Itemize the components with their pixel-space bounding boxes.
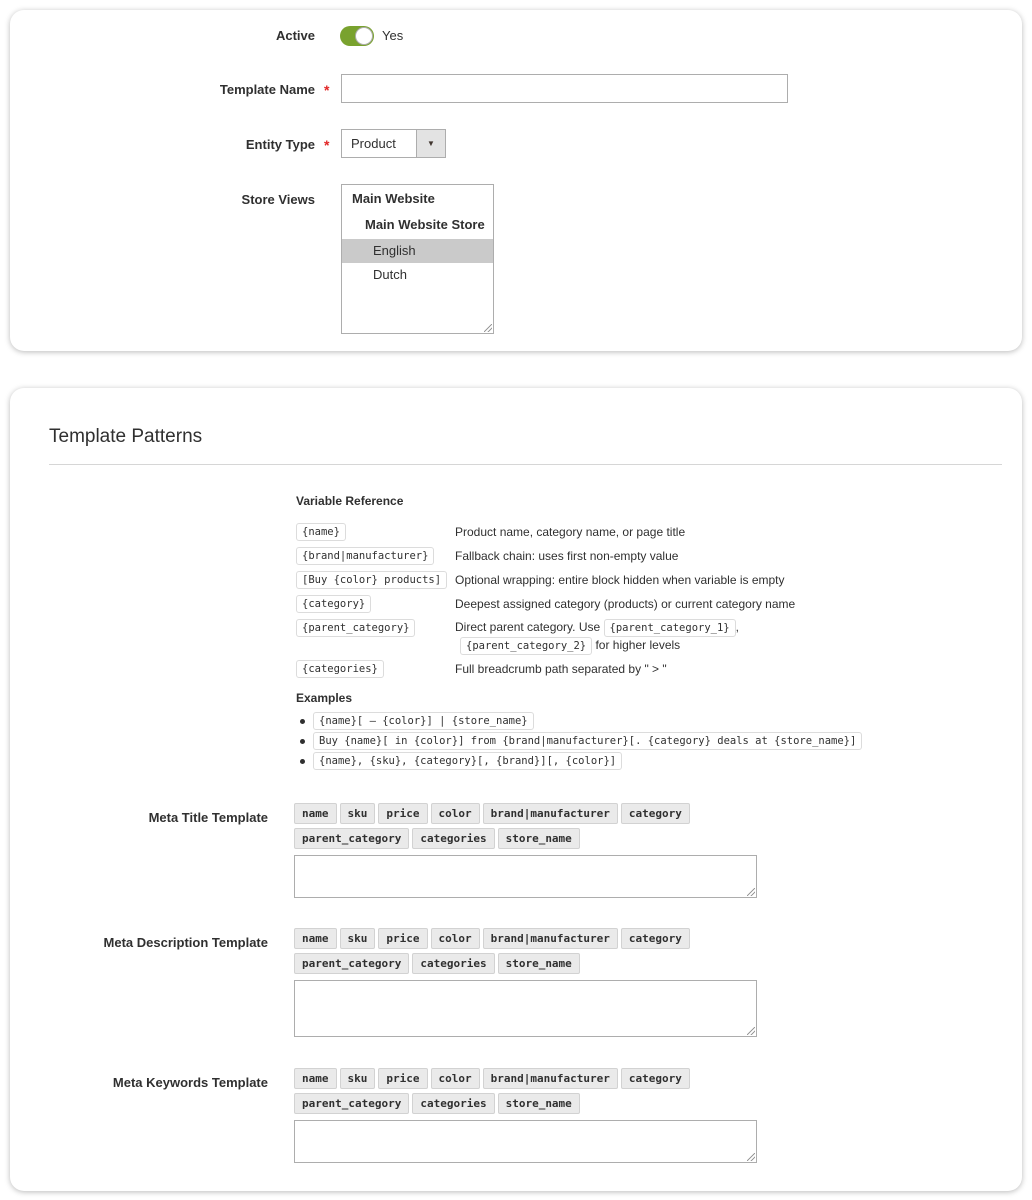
entity-type-select[interactable] <box>341 129 446 158</box>
required-mark: * <box>324 82 330 98</box>
meta-keywords-chips <box>294 1093 583 1115</box>
chip-color[interactable]: color <box>431 803 480 824</box>
list-item <box>296 752 862 772</box>
chip-store-name[interactable]: store_name <box>498 953 580 974</box>
chip-name[interactable]: name <box>294 928 337 949</box>
meta-keywords-chips <box>294 1068 693 1090</box>
variable-code: {name} <box>296 523 346 541</box>
chip-color[interactable]: color <box>431 928 480 949</box>
variable-code: {categories} <box>296 660 384 678</box>
meta-title-chips <box>294 828 583 850</box>
meta-keywords-label: Meta Keywords Template <box>112 1075 268 1090</box>
meta-description-chips <box>294 953 583 975</box>
chip-parent-category[interactable]: parent_category <box>294 1093 409 1114</box>
resize-handle-icon[interactable] <box>484 324 492 332</box>
general-settings-card <box>10 10 1022 351</box>
section-title: Template Patterns <box>49 426 203 447</box>
chip-parent-category[interactable]: parent_category <box>294 828 409 849</box>
meta-title-chips <box>294 803 693 825</box>
store-option-main-website-store: Main Website Store <box>365 217 485 232</box>
resize-handle-icon[interactable] <box>747 1027 755 1035</box>
store-option-dutch[interactable]: Dutch <box>373 267 407 282</box>
meta-title-textarea[interactable] <box>294 855 757 898</box>
store-views-label: Store Views <box>241 192 315 207</box>
store-views-multiselect[interactable] <box>341 184 494 334</box>
description-text: Direct parent category. Use <box>455 620 604 634</box>
variable-reference-heading: Variable Reference <box>296 494 404 508</box>
chip-name[interactable]: name <box>294 1068 337 1089</box>
variable-row <box>296 619 996 655</box>
section-divider <box>49 464 1002 465</box>
example-code: Buy {name}[ in {color}] from {brand|manufacturer}[. {category} deals at {store_name}] <box>313 732 862 750</box>
variable-description: Product name, category name, or page title <box>455 525 686 539</box>
chip-store-name[interactable]: store_name <box>498 828 580 849</box>
store-option-english[interactable]: English <box>342 239 493 263</box>
chip-categories[interactable]: categories <box>412 953 494 974</box>
meta-keywords-textarea[interactable] <box>294 1120 757 1163</box>
variable-code: {brand|manufacturer} <box>296 547 434 565</box>
variable-code: [Buy {color} products] <box>296 571 447 589</box>
resize-handle-icon[interactable] <box>747 1153 755 1161</box>
toggle-knob <box>355 27 373 45</box>
entity-type-label: Entity Type <box>245 137 315 152</box>
chip-store-name[interactable]: store_name <box>498 1093 580 1114</box>
chip-categories[interactable]: categories <box>412 1093 494 1114</box>
description-text: for higher levels <box>592 638 681 652</box>
chip-sku[interactable]: sku <box>340 1068 376 1089</box>
meta-description-label: Meta Description Template <box>103 935 268 950</box>
variable-description <box>455 619 739 655</box>
active-value-label: Yes <box>382 28 404 43</box>
variable-code: {category} <box>296 595 371 613</box>
meta-description-textarea[interactable] <box>294 980 757 1037</box>
template-name-input[interactable] <box>341 74 788 103</box>
chip-parent-category[interactable]: parent_category <box>294 953 409 974</box>
chip-color[interactable]: color <box>431 1068 480 1089</box>
example-code: {name}, {sku}, {category}[, {brand}][, {color}] <box>313 752 622 770</box>
example-code: {name}[ – {color}] | {store_name} <box>313 712 534 730</box>
template-patterns-card <box>10 388 1022 1191</box>
variable-description: Optional wrapping: entire block hidden when variable is empty <box>455 573 785 587</box>
chip-category[interactable]: category <box>621 803 690 824</box>
meta-title-label: Meta Title Template <box>148 810 268 825</box>
chip-sku[interactable]: sku <box>340 928 376 949</box>
entity-type-value: Product <box>351 136 396 151</box>
chip-brand-manufacturer[interactable]: brand|manufacturer <box>483 803 618 824</box>
variable-code: {parent_category} <box>296 619 415 637</box>
chip-name[interactable]: name <box>294 803 337 824</box>
examples-list <box>296 712 862 772</box>
required-mark: * <box>324 137 330 153</box>
chip-category[interactable]: category <box>621 1068 690 1089</box>
description-text: , <box>735 620 739 634</box>
meta-description-chips <box>294 928 693 950</box>
examples-heading: Examples <box>296 691 353 705</box>
chip-price[interactable]: price <box>378 928 427 949</box>
chip-sku[interactable]: sku <box>340 803 376 824</box>
chevron-down-icon: ▼ <box>416 130 445 157</box>
chip-price[interactable]: price <box>378 1068 427 1089</box>
chip-category[interactable]: category <box>621 928 690 949</box>
chip-brand-manufacturer[interactable]: brand|manufacturer <box>483 1068 618 1089</box>
active-label: Active <box>275 28 315 43</box>
variable-description: Fallback chain: uses first non-empty value <box>455 549 679 563</box>
active-toggle[interactable] <box>340 26 374 46</box>
variable-description: Deepest assigned category (products) or current category name <box>455 597 796 611</box>
chip-brand-manufacturer[interactable]: brand|manufacturer <box>483 928 618 949</box>
template-name-label: Template Name <box>219 82 315 97</box>
variable-code: {parent_category_2} <box>460 637 592 655</box>
store-option-main-website: Main Website <box>352 191 435 206</box>
list-item <box>296 732 862 752</box>
variable-code: {parent_category_1} <box>604 619 736 637</box>
resize-handle-icon[interactable] <box>747 888 755 896</box>
chip-categories[interactable]: categories <box>412 828 494 849</box>
list-item <box>296 712 862 732</box>
chip-price[interactable]: price <box>378 803 427 824</box>
variable-description: Full breadcrumb path separated by " > " <box>455 662 667 676</box>
